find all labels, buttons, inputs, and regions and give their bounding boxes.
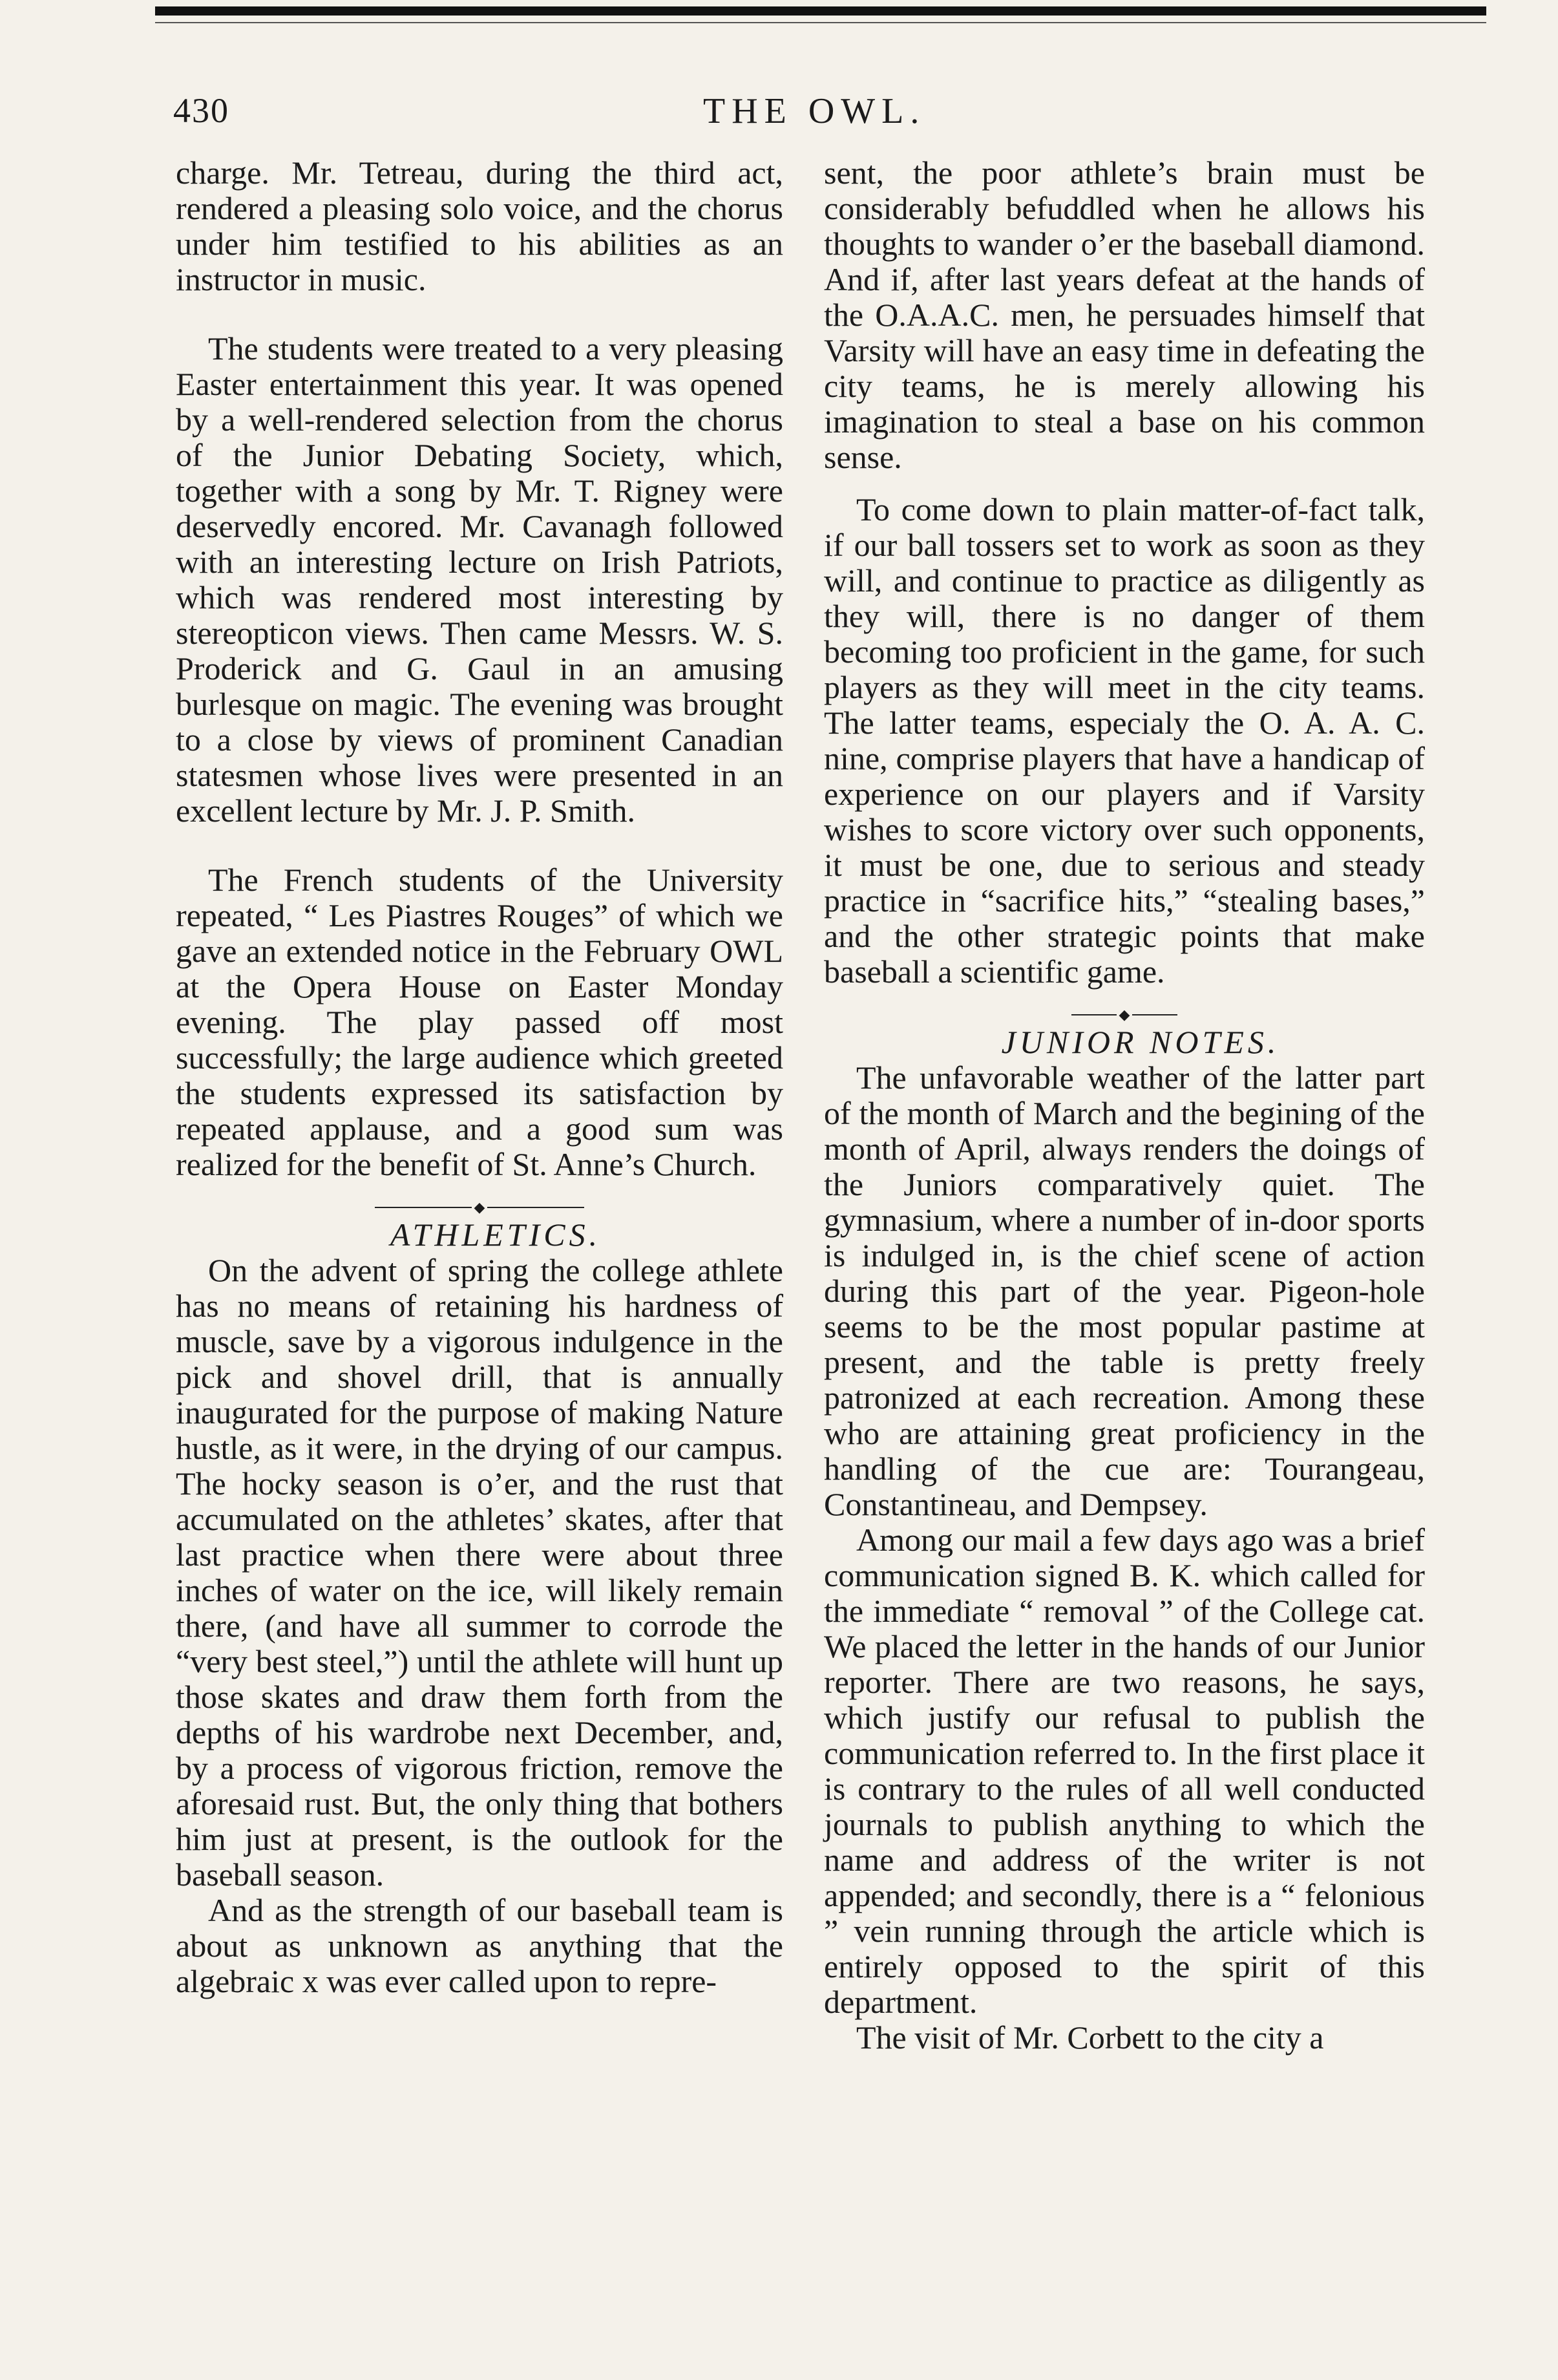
paragraph-mr-tetreau: charge. Mr. Tetreau, during the third act, rendered a pleasing solo voice, and the chorus under him testified to his abilities as an instructor in music.	[176, 154, 783, 297]
paragraph-matter-of-fact: To come down to plain matter-of-fact talk, if our ball tossers set to work as soon as they will, and continue to practice as diligently as they will, there is no danger of them becoming too proficient in the game, for such players as they will meet in the city teams. The latter teams, especialy the O. A. A. C. nine, comprise players that have a handicap of experience on our players and if Varsity wishes to score victory over such opponents, it must be one, due to serious and steady practice in “sacrifice hits,” “stealing bases,” and the other strategic points that make baseball a scientific game.	[824, 491, 1425, 990]
paragraph-mr-corbett: The visit of Mr. Corbett to the city a	[856, 2019, 1324, 2056]
section-divider: ◆	[176, 1196, 783, 1217]
top-thin-rule	[155, 22, 1486, 23]
paragraph-athletics-spring: On the advent of spring the college athlete has no means of retaining his hardness of muscle, save by a vigorous indulgence in the pick and shovel drill, that is annually inaugurated for the purpose of making Nature hustle, as it were, in the drying of our campus. The hocky season is o’er, and the rust that accumulated on the athletes’ skates, after that last practice when there were about three inches of water on the ice, will likely remain there, (and have all summer to corrode the “very best steel,”) until the athlete will hunt up those skates and draw them forth from the depths of his wardrobe next December, and, by a process of vigorous friction, remove the aforesaid rust. But, the only thing that bothers him just at present, is the outlook for the baseball season.	[176, 1252, 783, 1893]
paragraph-athlete-brain: sent, the poor athlete’s brain must be considerably befuddled when he allows his thoughts to wander o’er the baseball diamond. And if, after last years defeat at the hands of the O.A.A.C. men, he persuades himself that Varsity will have an easy time in defeating the city teams, he is merely allowing his imagination to steal a base on his common sense.	[824, 154, 1425, 475]
paragraph-unfavorable-weather: The unfavorable weather of the latter part of the month of March and the begining of the month of April, always renders the doings of the Juniors comparatively quiet. The gymnasium, where a number of in-door sports is indulged in, is the chief scene of action during this part of the year. Pigeon-hole seems to be the most popular pastime at present, and the table is pretty freely patronized at each recreation. Among these who are attaining great proficiency in the handling of the cue are: Tourangeau, Constantineau, and Dempsey.	[824, 1059, 1425, 1523]
athletics-heading: ATHLETICS.	[390, 1217, 602, 1253]
junior-notes-heading: JUNIOR NOTES.	[1001, 1024, 1280, 1061]
paragraph-french-students: The French students of the University repeated, “ Les Piastres Rouges” of which we gave an extended notice in the February OWL at the Opera House on Easter Monday evening. The play passed off most successfully; the large audience which greeted the students expressed its satisfaction by repeated applause, and a good sum was realized for the benefit of St. Anne’s Church.	[176, 862, 783, 1182]
paragraph-easter-entertainment: The students were treated to a very pleasing Easter entertainment this year. It was opened by a well-rendered selection from the chorus of the Junior Debating Society, which, together with a song by Mr. T. Rigney were deservedly encored. Mr. Cavanagh followed with an interesting lecture on Irish Patriots, which was rendered most interesting by stereopticon views. Then came Messrs. W. S. Proderick and G. Gaul in an amusing burlesque on magic. The evening was brought to a close by views of prominent Canadian statesmen whose lives were presented in an excellent lecture by Mr. J. P. Smith.	[176, 330, 783, 829]
page-number: 430	[173, 91, 229, 130]
right-column	[824, 155, 1425, 2056]
page-header	[173, 90, 1420, 142]
section-divider-right: ◆	[824, 1004, 1425, 1025]
left-column	[176, 155, 783, 1999]
running-head: THE OWL.	[703, 91, 926, 131]
paragraph-college-cat: Among our mail a few days ago was a brief communication signed B. K. which called for the immediate “ removal ” of the College cat. We placed the letter in the hands of our Junior reporter. There are two reasons, he says, which justify our refusal to publish the communication referred to. In the first place it is contrary to the rules of all well conducted journals to publish anything to which the name and address of the writer is not appended; and secondly, there is a “ felonious ” vein running through the article which is entirely opposed to the spirit of this department.	[824, 1522, 1425, 2021]
paragraph-baseball-team: And as the strength of our baseball team is about as unknown as anything that the algebraic x was ever called upon to repre-	[176, 1892, 783, 2000]
top-border-rule	[155, 6, 1486, 16]
